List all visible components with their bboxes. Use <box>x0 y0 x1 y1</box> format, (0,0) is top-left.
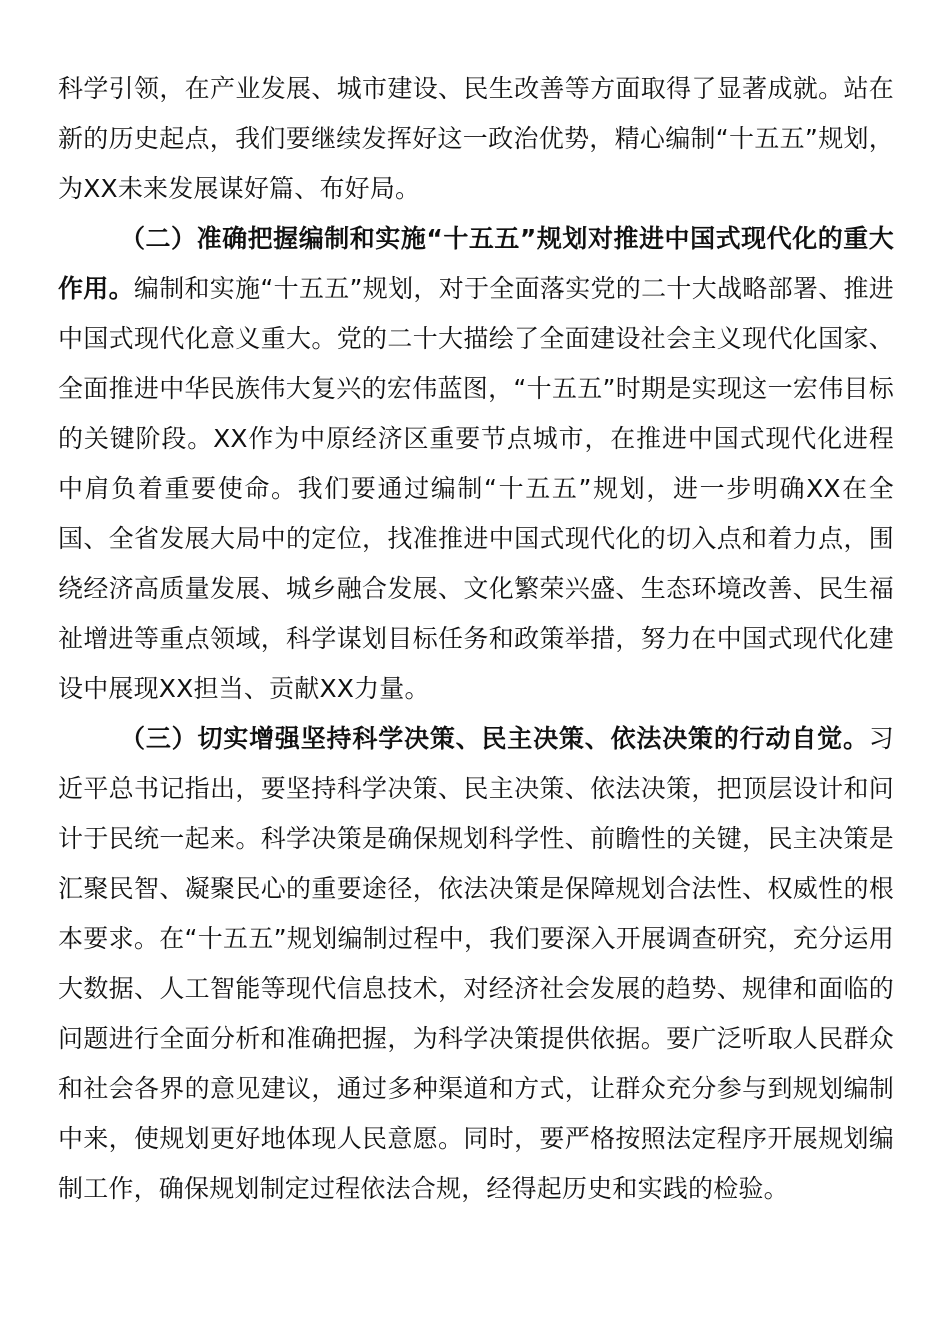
section-3-heading: （三）切实增强坚持科学决策、民主决策、依法决策的行动自觉。 <box>120 724 869 753</box>
section-2-text: 编制和实施“十五五”规划，对于全面落实党的二十大战略部署、推进中国式现代化意义重大。党的二十大描绘了全面建设社会主义现代化国家、全面推进中华民族伟大复兴的宏伟蓝图，“十五五”时期是实现这一宏伟目标的关键阶段。XX作为中原经济区重要节点城市，在推进中国式现代化进程中肩负着重要使命。我们要通过编制“十五五”规划，进一步明确XX在全国、全省发展大局中的定位，找准推进中国式现代化的切入点和着力点，围绕经济高质量发展、城乡融合发展、文化繁荣兴盛、生态环境改善、民生福祉增进等重点领域，科学谋划目标任务和政策举措，努力在中国式现代化建设中展现XX担当、贡献XX力量。 <box>58 274 894 703</box>
paragraph-continued <box>58 64 894 214</box>
paragraph-section-2 <box>58 214 894 714</box>
section-3-text: 习近平总书记指出，要坚持科学决策、民主决策、依法决策，把顶层设计和问计于民统一起来。科学决策是确保规划科学性、前瞻性的关键，民主决策是汇聚民智、凝聚民心的重要途径，依法决策是保障规划合法性、权威性的根本要求。在“十五五”规划编制过程中，我们要深入开展调查研究，充分运用大数据、人工智能等现代信息技术，对经济社会发展的趋势、规律和面临的问题进行全面分析和准确把握，为科学决策提供依据。要广泛听取人民群众和社会各界的意见建议，通过多种渠道和方式，让群众充分参与到规划编制中来，使规划更好地体现人民意愿。同时，要严格按照法定程序开展规划编制工作，确保规划制定过程依法合规，经得起历史和实践的检验。 <box>58 724 894 1203</box>
paragraph-text: 科学引领，在产业发展、城市建设、民生改善等方面取得了显著成就。站在新的历史起点，我们要继续发挥好这一政治优势，精心编制“十五五”规划，为XX未来发展谋好篇、布好局。 <box>58 74 894 203</box>
document-body <box>58 64 894 1214</box>
section-2-heading: （二）准确把握编制和实施“十五五”规划对推进中国式现代化的重大作用。 <box>58 224 894 303</box>
paragraph-section-3 <box>58 714 894 1214</box>
